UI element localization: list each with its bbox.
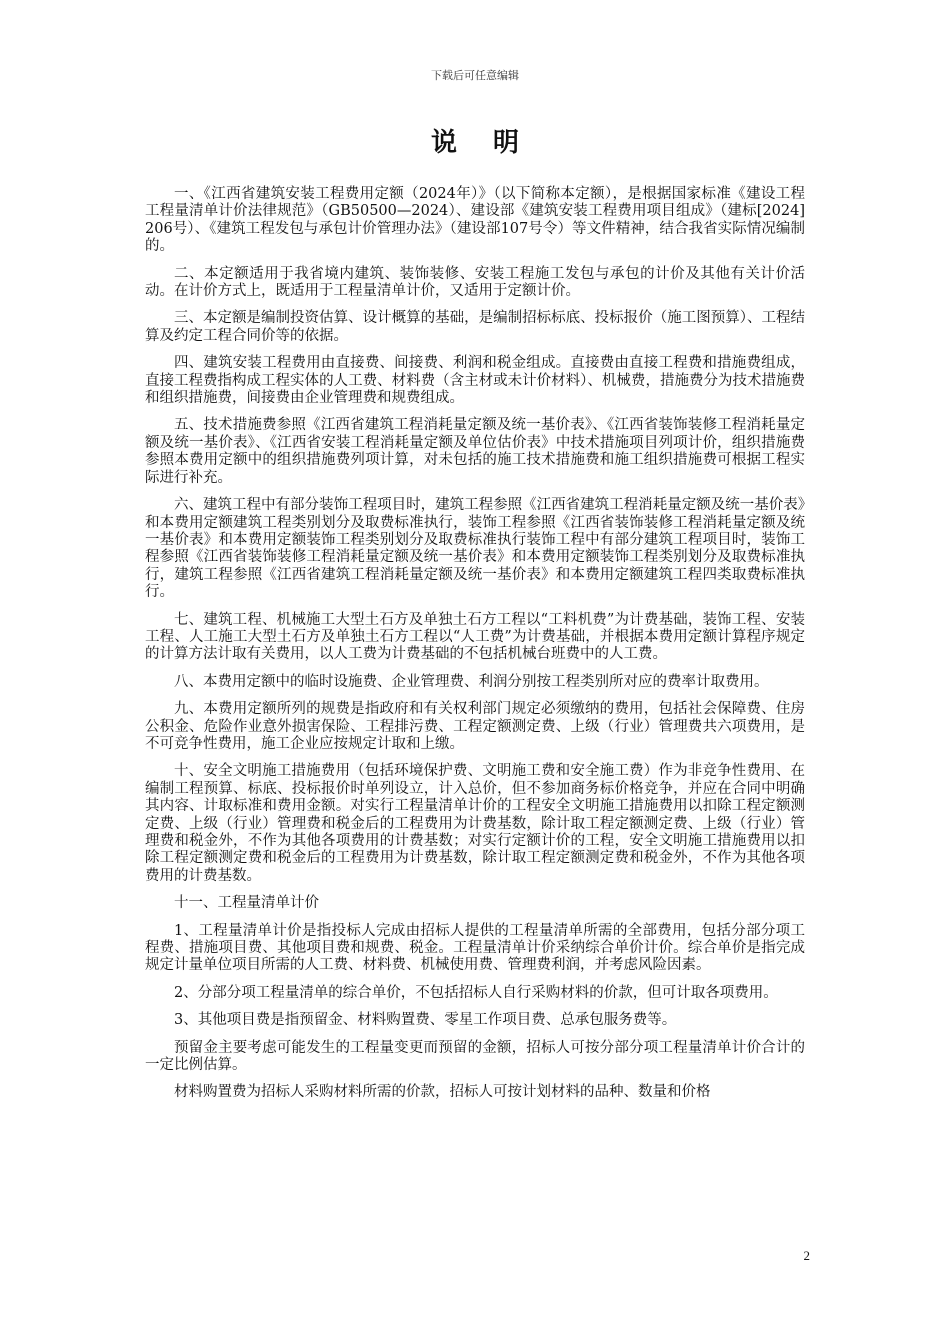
paragraph-6: 六、建筑工程中有部分装饰工程项目时，建筑工程参照《江西省建筑工程消耗量定额及统一基价表》和本费用定额建筑工程类别划分及取费标准执行，装饰工程参照《江西省装饰装修工程消耗量定额及统一基价表》和本费用定额装饰工程类别划分及取费标准执行装饰工程中有部分建筑工程项目时，装饰工程参照《江西省装饰装修工程消耗量定额及统一基价表》和本费用定额装饰工程类别划分及取费标准执行，建筑工程参照《江西省建筑工程消耗量定额及统一基价表》和本费用定额建筑工程四类取费标准执行。	[145, 497, 805, 601]
document-body	[145, 186, 805, 1112]
paragraph-reserve-fund: 预留金主要考虑可能发生的工程量变更而预留的金额，招标人可按分部分项工程量清单计价合计的一定比例估算。	[145, 1039, 805, 1074]
page-number: 2	[803, 1248, 810, 1263]
page-title: 说明	[430, 128, 555, 158]
paragraph-8: 八、本费用定额中的临时设施费、企业管理费、利润分别按工程类别所对应的费率计取费用。	[174, 673, 769, 690]
paragraph-material-purchase: 材料购置费为招标人采购材料所需的价款，招标人可按计划材料的品种、数量和价格	[174, 1084, 711, 1101]
paragraph-11-2: 2、分部分项工程量清单的综合单价，不包括招标人自行采购材料的价款，但可计取各项费用。	[174, 984, 778, 1001]
paragraph-10: 十、安全文明施工措施费用（包括环境保护费、文明施工费和安全施工费）作为非竞争性费用、在编制工程预算、标底、投标报价时单列设立，计入总价，但不参加商务标价格竞争，并应在合同中明确其内容、计取标准和费用金额。对实行工程量清单计价的工程安全文明施工措施费用以扣除工程定额测定费、上级（行业）管理费和税金后的工程费用为计费基数，除计取工程定额测定费、上级（行业）管理费和税金外，不作为其他各项费用的计费基数；对实行定额计价的工程，安全文明施工措施费用以扣除工程定额测定费和税金后的工程费用为计费基数，除计取工程定额测定费和税金外，不作为其他各项费用的计费基数。	[145, 763, 805, 884]
paragraph-7: 七、建筑工程、机械施工大型土石方及单独土石方工程以“工料机费”为计费基础，装饰工程、安装工程、人工施工大型土石方及单独土石方工程以“人工费”为计费基础，并根据本费用定额计算程序规定的计算方法计取有关费用，以人工费为计费基础的不包括机械台班费中的人工费。	[145, 611, 805, 663]
paragraph-9: 九、本费用定额所列的规费是指政府和有关权利部门规定必须缴纳的费用，包括社会保障费、住房公积金、危险作业意外损害保险、工程排污费、工程定额测定费、上级（行业）管理费共六项费用，是不可竞争性费用，施工企业应按规定计取和上缴。	[145, 701, 805, 752]
section-heading-11: 十一、工程量清单计价	[174, 895, 319, 912]
header-note: 下载后可任意编辑	[431, 69, 519, 82]
paragraph-4: 四、建筑安装工程费用由直接费、间接费、利润和税金组成。直接费由直接工程费和措施费组成，直接工程费指构成工程实体的人工费、材料费（含主材或未计价材料）、机械费，措施费分为技术措施费和组织措施费，间接费由企业管理费和规费组成。	[145, 355, 805, 407]
paragraph-11-3: 3、其他项目费是指预留金、材料购置费、零星工作项目费、总承包服务费等。	[174, 1012, 677, 1029]
paragraph-1: 一、《江西省建筑安装工程费用定额（2024年）》（以下简称本定额），是根据国家标准《建设工程工程量清单计价法律规范》（GB50500—2024）、建设部《建筑安装工程费用项目组成》（建标[2024]206号）、《建筑工程发包与承包计价管理办法》（建设部107号令）等文件精神，结合我省实际情况编制的。	[145, 186, 805, 255]
paragraph-2: 二、本定额适用于我省境内建筑、装饰装修、安装工程施工发包与承包的计价及其他有关计价活动。在计价方式上，既适用于工程量清单计价，又适用于定额计价。	[145, 265, 805, 300]
paragraph-5: 五、技术措施费参照《江西省建筑工程消耗量定额及统一基价表》、《江西省装饰装修工程消耗量定额及统一基价表》、《江西省安装工程消耗量定额及单位估价表》中技术措施项目列项计价，组织措施费参照本费用定额中的组织措施费列项计算，对未包括的施工技术措施费和施工组织措施费可根据工程实际进行补充。	[145, 417, 805, 486]
paragraph-11-1: 1、工程量清单计价是指投标人完成由招标人提供的工程量清单所需的全部费用，包括分部分项工程费、措施项目费、其他项目费和规费、税金。工程量清单计价采纳综合单价计价。综合单价是指完成规定计量单位项目所需的人工费、材料费、机械使用费、管理费利润，并考虑风险因素。	[145, 922, 805, 974]
paragraph-3: 三、本定额是编制投资估算、设计概算的基础，是编制招标标底、投标报价（施工图预算）、工程结算及约定工程合同价等的依据。	[145, 310, 805, 344]
